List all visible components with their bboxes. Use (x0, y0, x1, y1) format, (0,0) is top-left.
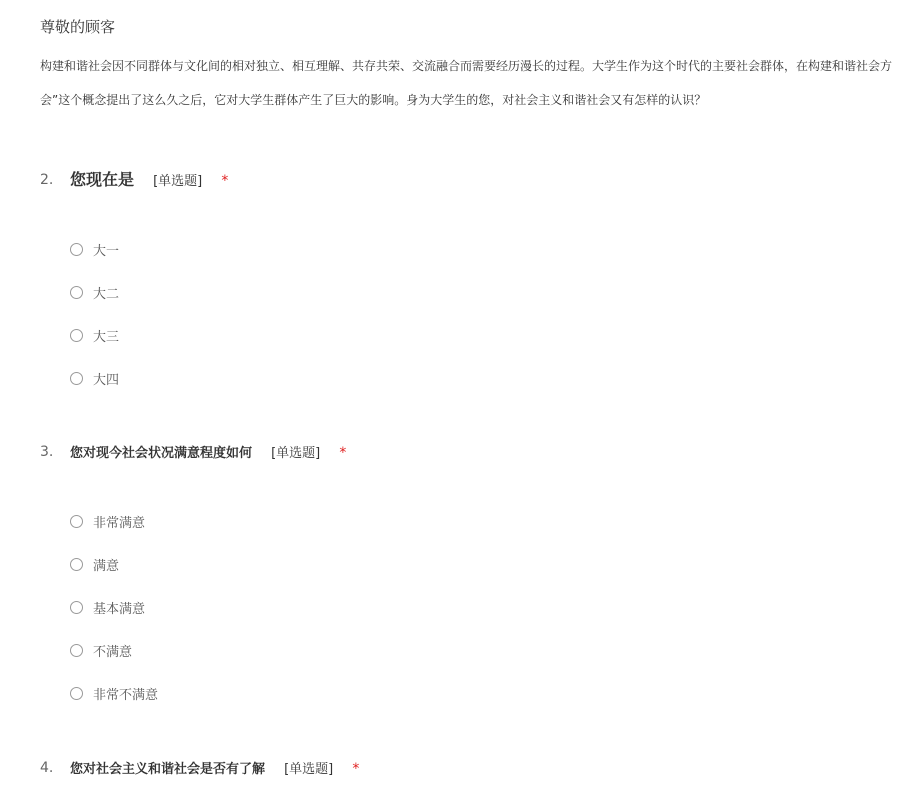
intro-text-line-2: 会”这个概念提出了这么久之后，它对大学生群体产生了巨大的影响。身为大学生的您，对社会主义和谐社会又有怎样的认识？ (40, 93, 707, 107)
question-4 (40, 756, 890, 780)
radio-button[interactable] (70, 644, 83, 657)
radio-button[interactable] (70, 329, 83, 342)
question-text: 您对现今社会状况满意程度如何 (70, 446, 253, 461)
option-label: 大三 (93, 330, 120, 345)
option-da-yi[interactable] (70, 228, 119, 271)
radio-button[interactable] (70, 687, 83, 700)
question-title (70, 168, 228, 194)
radio-button[interactable] (70, 286, 83, 299)
question-text: 您对社会主义和谐社会是否有了解 (70, 762, 266, 777)
intro-text-line-1: 构建和谐社会因不同群体与文化间的相对独立、相互理解、共存共荣、交流融合而需要经历漫长的过程。大学生作为这个时代的主要社会群体，在构建和谐社会方 (40, 59, 893, 73)
question-number: 2. (40, 172, 54, 188)
option-label: 满意 (93, 559, 120, 574)
option-label: 大二 (93, 287, 120, 302)
option-label: 非常不满意 (93, 688, 159, 703)
option-label: 大四 (93, 373, 120, 388)
option-not-satisfied[interactable] (70, 629, 158, 672)
option-da-san[interactable] (70, 314, 119, 357)
radio-button[interactable] (70, 515, 83, 528)
question-title (70, 756, 359, 782)
option-da-si[interactable] (70, 357, 119, 400)
required-marker: * (339, 445, 347, 461)
option-da-er[interactable] (70, 271, 119, 314)
option-label: 不满意 (93, 645, 133, 660)
option-satisfied[interactable] (70, 543, 158, 586)
question-text: 您现在是 (70, 170, 135, 189)
question-type-label: [单选题] (153, 174, 203, 189)
greeting-heading: 尊敬的顾客 (40, 18, 116, 36)
option-label: 基本满意 (93, 602, 146, 617)
question-2-options (70, 228, 119, 400)
radio-button[interactable] (70, 558, 83, 571)
question-3 (40, 440, 890, 464)
option-label: 非常满意 (93, 516, 146, 531)
question-type-label: [单选题] (271, 446, 321, 461)
required-marker: * (352, 761, 360, 777)
question-type-label: [单选题] (284, 762, 334, 777)
option-basically-satisfied[interactable] (70, 586, 158, 629)
question-3-options (70, 500, 158, 715)
question-title (70, 440, 346, 466)
option-very-unsatisfied[interactable] (70, 672, 158, 715)
question-2 (40, 168, 890, 192)
option-very-satisfied[interactable] (70, 500, 158, 543)
question-number: 4. (40, 760, 54, 776)
radio-button[interactable] (70, 243, 83, 256)
radio-button[interactable] (70, 601, 83, 614)
question-number: 3. (40, 444, 54, 460)
radio-button[interactable] (70, 372, 83, 385)
option-label: 大一 (93, 244, 120, 259)
required-marker: * (221, 173, 229, 189)
